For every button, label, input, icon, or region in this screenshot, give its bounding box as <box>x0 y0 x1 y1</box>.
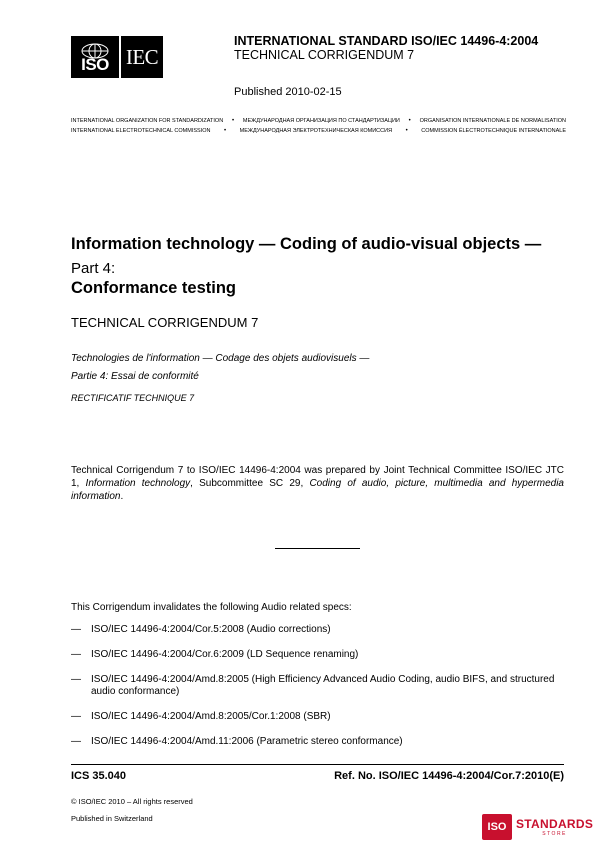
list-dash: — <box>71 674 81 685</box>
watermark-store: STORE <box>542 830 567 837</box>
reference-number: Ref. No. ISO/IEC 14496-4:2004/Cor.7:2010(E) <box>334 770 564 782</box>
list-item-text: ISO/IEC 14496-4:2004/Amd.8:2005 (High Efficiency Advanced Audio Coding, audio BIFS, and structured audio conformance) <box>91 674 555 697</box>
org-name: COMMISSION ÉLECTROTECHNIQUE INTERNATIONALE <box>421 128 566 134</box>
watermark-iso-badge: ISO <box>482 814 512 840</box>
org-name: МЕЖДУНАРОДНАЯ ОРГАНИЗАЦИЯ ПО СТАНДАРТИЗАЦИИ <box>242 118 400 124</box>
footer-rule <box>71 764 564 765</box>
org-name: INTERNATIONAL ORGANIZATION FOR STANDARDIZATION <box>71 118 224 124</box>
watermark-standards: STANDARDS <box>516 816 594 831</box>
french-rectificatif: RECTIFICATIF TECHNIQUE 7 <box>71 393 195 403</box>
iso-standards-store-watermark <box>482 812 593 842</box>
list-item <box>71 711 564 723</box>
intro-text: . <box>120 491 124 502</box>
list-item-text: ISO/IEC 14496-4:2004/Cor.6:2009 (LD Sequence renaming) <box>91 649 359 660</box>
list-item <box>71 674 564 698</box>
list-item <box>71 624 564 636</box>
invalidated-specs-list <box>71 624 564 761</box>
copyright: © ISO/IEC 2010 – All rights reserved <box>71 797 193 806</box>
organization-row <box>71 126 566 136</box>
standard-subtitle: TECHNICAL CORRIGENDUM 7 <box>234 48 415 62</box>
invalidates-intro: This Corrigendum invalidates the following Audio related specs: <box>71 602 352 613</box>
published-in: Published in Switzerland <box>71 814 153 823</box>
intro-text: Technical Corrigendum 7 to ISO/IEC 14496-4:2004 was prepared by Joint Technical Committee ISO/IEC JTC 1, <box>71 465 564 489</box>
list-item-text: ISO/IEC 14496-4:2004/Amd.8:2005/Cor.1:2008 (SBR) <box>91 711 331 722</box>
list-dash: — <box>71 736 81 747</box>
part-label: Part 4: <box>71 260 116 277</box>
iso-logo-text: ISO <box>81 54 109 74</box>
french-part: Partie 4: Essai de conformité <box>71 371 199 382</box>
watermark-text <box>516 818 593 837</box>
section-divider <box>275 548 360 549</box>
french-title: Technologies de l'information — Codage des objets audiovisuels — <box>71 353 370 364</box>
intro-paragraph <box>71 464 564 503</box>
org-separator: • <box>224 128 227 134</box>
standard-title: INTERNATIONAL STANDARD ISO/IEC 14496-4:2004 <box>234 34 539 48</box>
list-dash: — <box>71 649 81 660</box>
list-item-text: ISO/IEC 14496-4:2004/Amd.11:2006 (Parametric stereo conformance) <box>91 736 403 747</box>
iec-logo: IEC <box>121 36 163 78</box>
part-title: Conformance testing <box>71 279 237 297</box>
org-separator: • <box>408 118 411 124</box>
ics-code: ICS 35.040 <box>71 770 127 782</box>
org-name: МЕЖДУНАРОДНАЯ ЭЛЕКТРОТЕХНИЧЕСКАЯ КОМИССИЯ <box>239 128 393 134</box>
list-item <box>71 649 564 661</box>
main-title: Information technology — Coding of audio-visual objects — <box>71 235 542 253</box>
org-separator: • <box>231 118 235 124</box>
organization-row <box>71 116 566 126</box>
org-separator: • <box>405 128 408 134</box>
org-name: ORGANISATION INTERNATIONALE DE NORMALISATION <box>419 118 566 124</box>
intro-text: , Subcommittee SC 29, <box>190 478 310 489</box>
list-dash: — <box>71 711 81 722</box>
intro-committee-title: Information technology <box>85 478 191 489</box>
published-date: Published 2010-02-15 <box>234 86 342 98</box>
iso-logo <box>71 36 119 78</box>
list-item-text: ISO/IEC 14496-4:2004/Cor.5:2008 (Audio corrections) <box>91 624 331 635</box>
intro-subcommittee-title: Coding of audio, picture, multimedia and hypermedia information <box>71 478 564 502</box>
org-name: INTERNATIONAL ELECTROTECHNICAL COMMISSION <box>71 128 211 134</box>
list-dash: — <box>71 624 81 635</box>
list-item <box>71 736 564 748</box>
corrigendum-label: TECHNICAL CORRIGENDUM 7 <box>71 315 259 330</box>
organization-names <box>71 116 566 136</box>
